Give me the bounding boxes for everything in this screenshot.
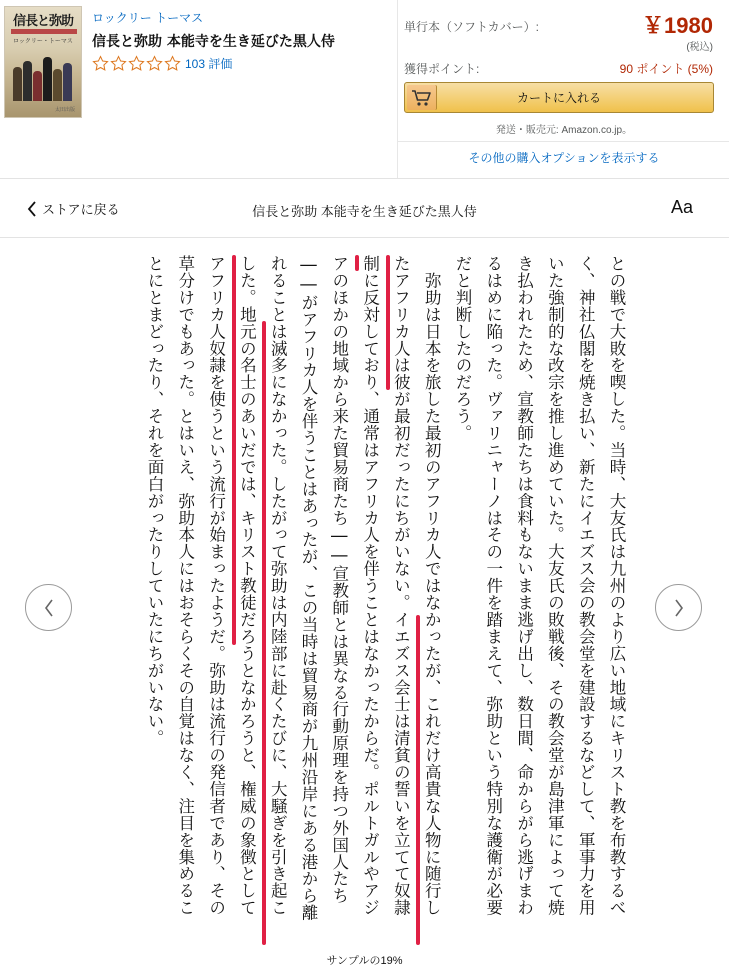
font-settings-button[interactable]: Aa — [670, 197, 693, 217]
text-column: れることは滅多になかった。したがって弥助は内陸部に赴くたびに、大騒ぎを引き起こ — [268, 255, 288, 917]
text-column: 制に反対しており、通常はアフリカ人を伴うことはなかったからだ。ポルトガルやアジ — [360, 255, 380, 917]
chevron-left-icon — [42, 597, 56, 619]
add-to-cart-label: カートに入れる — [516, 91, 601, 105]
highlight-marker[interactable] — [386, 255, 390, 390]
vertical-text-page — [136, 255, 631, 950]
sample-progress-label: サンプルの19% — [326, 955, 403, 967]
highlight-marker[interactable] — [262, 321, 266, 945]
text-column: ――がアフリカ人を伴うことはあったが、この当時は貿易商が九州沿岸にある港から離 — [299, 255, 318, 922]
text-column: した。地元の名士のあいだでは、キリスト教徒だろうとなかろうと、権威の象徴として — [237, 255, 257, 917]
chevron-right-icon — [672, 597, 686, 619]
seller-info: 発送・販売元: Amazon.co.jp。 — [495, 125, 633, 136]
text-column: とにとまどったり、それを面白がったりしていたにちがいない。 — [145, 255, 164, 747]
reader-header — [0, 178, 729, 238]
product-panel — [0, 0, 729, 178]
star-outline-icon — [146, 55, 163, 72]
text-column: との戦で大敗を喫した。当時、大友氏は九州のより広い地域にキリスト教を布教するべ — [607, 255, 626, 917]
cover-publisher: 太田出版 — [54, 107, 75, 113]
text-column: く、神社仏閣を焼き払い、新たにイエズス会の教会堂を建設するなどして、軍事力を用 — [576, 255, 596, 917]
star-outline-icon — [164, 55, 181, 72]
text-column: 弥助は日本を旅した最初のアフリカ人ではなかったが、これだけ高貴な人物に随行し — [422, 255, 442, 917]
cover-author: ロックリー・トーマス — [13, 38, 73, 45]
text-column: るはめに陥った。ヴァリニャーノはその一件を踏まえて、弥助という特別な護衛が必要 — [483, 255, 503, 917]
cover-title: 信長と弥助 — [12, 14, 73, 29]
text-column: き払われたため、宣教師たちは食料もないまま逃げ出し、数日間、命からがら逃げまわ — [514, 255, 534, 917]
next-page-button[interactable] — [655, 584, 702, 631]
text-column: たアフリカ人は彼が最初だったにちがいない。イエズス会士は清貧の誓いを立てて奴隷 — [391, 255, 411, 917]
reader-title: 信長と弥助 本能寺を生き延びた黒人侍 — [252, 204, 477, 219]
star-outline-icon — [110, 55, 127, 72]
buy-box — [397, 0, 729, 178]
tax-note: (税込) — [686, 42, 713, 53]
author-link[interactable]: ロックリー トーマス — [92, 11, 204, 25]
cart-icon — [407, 85, 437, 110]
divider — [398, 141, 729, 142]
star-outline-icon — [92, 55, 109, 72]
text-column: だと判断したのだろう。 — [453, 255, 472, 442]
points-label: 獲得ポイント: — [404, 62, 480, 76]
highlight-marker[interactable] — [416, 615, 420, 945]
text-column: いた強制的な改宗を推し進めていた。大友氏の敗戦後、その教会堂が島津軍によって焼 — [545, 255, 565, 917]
cover-band — [11, 29, 77, 34]
back-to-store-label: ストアに戻る — [42, 202, 120, 217]
product-title: 信長と弥助 本能寺を生き延びた黒人侍 — [92, 34, 335, 50]
other-purchase-options-link[interactable]: その他の購入オプションを表示する — [468, 151, 660, 165]
cover-illustration — [11, 49, 77, 101]
text-column: アのほかの地域から来た貿易商たち――宣教師とは異なる行動原理を持つ外国人たち — [329, 255, 349, 905]
star-outline-icon — [128, 55, 145, 72]
rating-stars[interactable] — [92, 55, 232, 72]
highlight-marker[interactable] — [232, 255, 236, 645]
price: ￥1980 — [642, 13, 713, 38]
previous-page-button[interactable] — [25, 584, 72, 631]
text-column: アフリカ人奴隷を使うという流行が始まったようだ。弥助は流行の発信者であり、その — [206, 255, 226, 917]
book-cover-image[interactable] — [4, 6, 82, 118]
format-label: 単行本（ソフトカバー）: — [404, 20, 539, 34]
text-column: 草分けでもあった。とはいえ、弥助本人にはおそらくその自覚はなく、注目を集めるこ — [175, 255, 195, 917]
highlight-marker[interactable] — [355, 255, 359, 271]
add-to-cart-button[interactable] — [404, 82, 714, 113]
points-value: 90 ポイント (5%) — [619, 62, 713, 76]
rating-count-link[interactable]: 103 評価 — [185, 57, 233, 71]
